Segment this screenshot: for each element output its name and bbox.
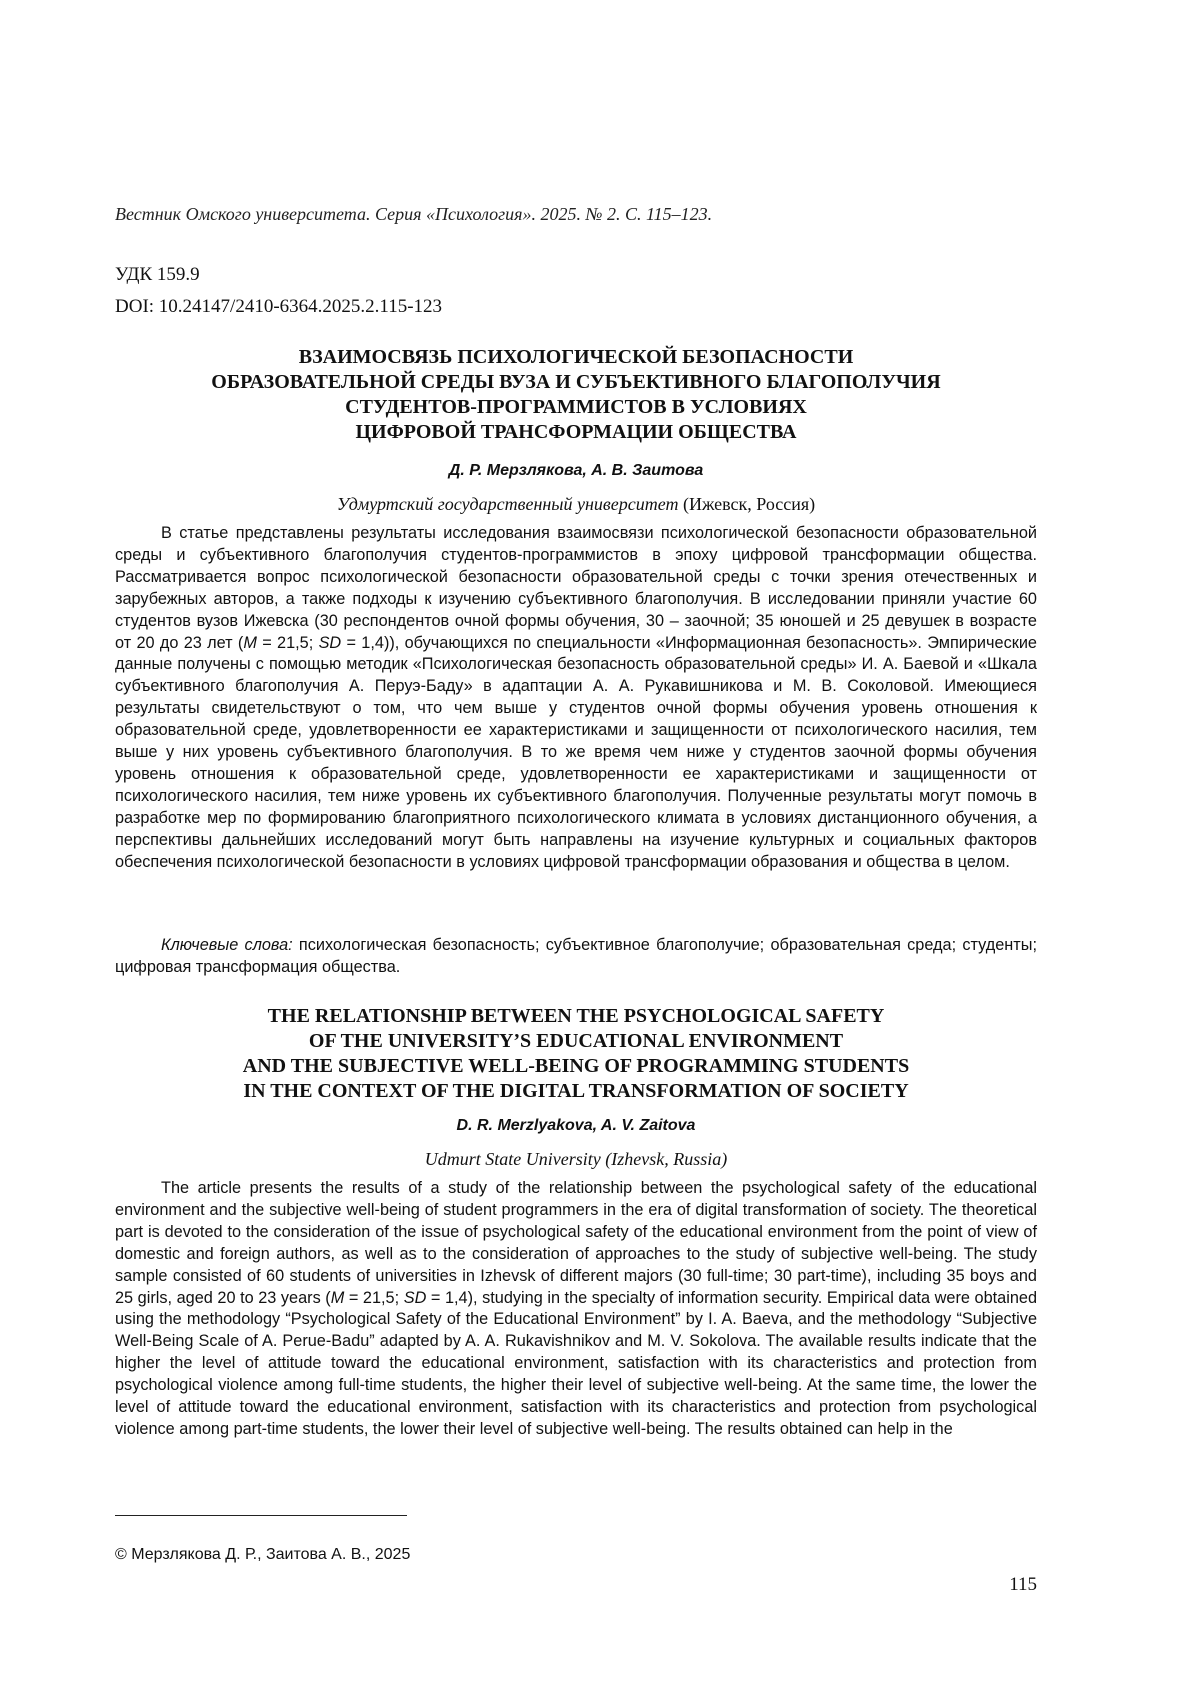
title-en-line: OF THE UNIVERSITY’S EDUCATIONAL ENVIRONMENT <box>308 1030 844 1052</box>
keywords-text: психологическая безопасность; субъективное благополучие; образовательная среда; студенты; цифровая трансформация общества. <box>115 936 1037 976</box>
abstract-ru-stat-symbol: M <box>243 633 257 652</box>
abstract-en-text: = 21,5; <box>344 1288 404 1307</box>
authors-ru: Д. Р. Мерзлякова, А. В. Заитова <box>448 462 704 479</box>
abstract-en-stat-symbol: SD <box>403 1288 427 1307</box>
title-en <box>115 1004 1037 1104</box>
title-ru-line: СТУДЕНТОВ-ПРОГРАММИСТОВ В УСЛОВИЯХ <box>345 396 807 418</box>
abstract-ru-text: В статье представлены результаты исследования взаимосвязи психологической безопасности образовательной среды и субъективного благополучия студентов-программистов в эпоху цифровой трансформации общества. Рассматривается вопрос психологической безопасности образовательной среды с точки зрения отечественных и зарубежных авторов, а также подходы к изучению субъективного благополучия. В исследовании приняли участие 60 студентов вузов Ижевска (30 респондентов очной формы обучения, 30 – заочной; 35 юношей и 25 девушек в возрасте от 20 до 23 лет ( <box>115 524 1037 652</box>
journal-citation: Вестник Омского университета. Серия «Психология». 2025. № 2. С. 115–123. <box>115 204 713 224</box>
title-ru-line: ВЗАИМОСВЯЗЬ ПСИХОЛОГИЧЕСКОЙ БЕЗОПАСНОСТИ <box>298 346 854 368</box>
title-en-line: THE RELATIONSHIP BETWEEN THE PSYCHOLOGICAL SAFETY <box>267 1005 885 1027</box>
affiliation-en-text: Udmurt State University (Izhevsk, Russia) <box>424 1149 728 1169</box>
title-ru-line: ОБРАЗОВАТЕЛЬНОЙ СРЕДЫ ВУЗА И СУБЪЕКТИВНОГО БЛАГОПОЛУЧИЯ <box>211 371 941 393</box>
abstract-en-text: = 1,4), studying in the specialty of information security. Empirical data were obtained using the methodology “Psychological Safety of the Educational Environment” by I. A. Baeva, and the methodology “Subjective Well-Being Scale of A. Perue-Badu” adapted by A. A. Rukavishnikov and M. V. Sokolova. The available results indicate that the higher the level of attitude toward the educational environment, satisfaction with its characteristics and protection from psychological violence among full-time students, the higher their level of subjective well-being. At the same time, the lower the level of attitude toward the educational environment, satisfaction with its characteristics and protection from psychological violence among part-time students, the lower their level of subjective well-being. The results obtained can help in the <box>115 1288 1037 1438</box>
authors-en: D. R. Merzlyakova, A. V. Zaitova <box>456 1117 696 1134</box>
udk-code: УДК 159.9 <box>115 264 200 285</box>
abstract-ru-text: = 1,4)), обучающихся по специальности «Информационная безопасность». Эмпирические данные получены с помощью методик «Психологическая безопасность образовательной среды» И. А. Баевой и «Шкала субъективного благополучия А. Перуэ-Баду» в адаптации А. А. Рукавишникова и М. В. Соколовой. Имеющиеся результаты свидетельствуют о том, что чем выше у студентов очной формы обучения уровень отношения к образовательной среде, удовлетворенности ее характеристиками и защищенности от психологического насилия, тем выше у них уровень субъективного благополучия. В то же время чем ниже у студентов заочной формы обучения уровень отношения к образовательной среде, удовлетворенности ее характеристиками и защищенности от психологического насилия, тем ниже уровень их субъективного благополучия. Полученные результаты могут помочь в разработке мер по формированию благоприятного психологического климата в условиях дистанционного обучения, а перспективы дальнейших исследований могут быть направлены на изучение культурных и социальных факторов обеспечения психологической безопасности в условиях цифровой трансформации образования и общества в целом. <box>115 633 1037 871</box>
abstract-en-text: The article presents the results of a study of the relationship between the psychological safety of the educational environment and the subjective well-being of student programmers in the era of digital transformation of society. The theoretical part is devoted to the consideration of the issue of psychological safety of the educational environment from the point of view of domestic and foreign authors, as well as to the consideration of approaches to the study of subjective well-being. The study sample consisted of 60 students of universities in Izhevsk of different majors (30 full-time; 30 part-time), including 35 boys and 25 girls, aged 20 to 23 years ( <box>115 1179 1037 1307</box>
page-number: 115 <box>1009 1574 1037 1595</box>
affiliation-ru-name: Удмуртский государственный университет <box>336 494 679 514</box>
abstract-en <box>115 1178 1037 1441</box>
title-en-line: AND THE SUBJECTIVE WELL-BEING OF PROGRAMMING STUDENTS <box>242 1055 910 1077</box>
doi[interactable]: DOI: 10.24147/2410-6364.2025.2.115-123 <box>115 296 443 317</box>
abstract-ru-stat-symbol: SD <box>318 633 342 652</box>
title-ru <box>115 345 1037 445</box>
title-en-line: IN THE CONTEXT OF THE DIGITAL TRANSFORMATION OF SOCIETY <box>243 1080 909 1102</box>
abstract-ru-text: = 21,5; <box>256 633 319 652</box>
title-ru-line: ЦИФРОВОЙ ТРАНСФОРМАЦИИ ОБЩЕСТВА <box>355 421 797 443</box>
affiliation-en <box>115 1149 1037 1170</box>
affiliation-ru-place: (Ижевск, Россия) <box>678 494 816 514</box>
footnote-divider <box>115 1515 407 1516</box>
copyright-note: © Мерзлякова Д. Р., Заитова А. В., 2025 <box>115 1546 411 1563</box>
abstract-en-stat-symbol: M <box>330 1288 345 1307</box>
affiliation-ru <box>115 494 1037 515</box>
keywords-ru <box>115 935 1037 979</box>
abstract-ru <box>115 523 1037 874</box>
keywords-label: Ключевые слова: <box>161 936 293 954</box>
